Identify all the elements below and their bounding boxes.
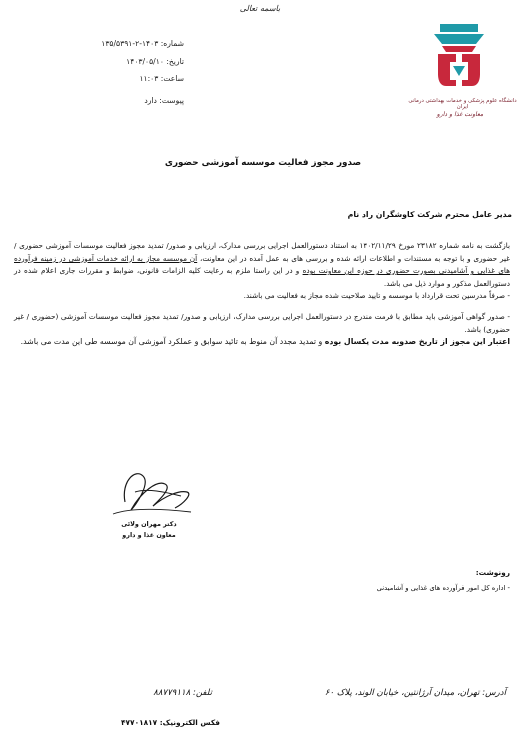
letter-body [14, 240, 510, 349]
footer-address: آدرس: تهران، میدان آرژانتین، خیابان الوند، پلاک ۶۰ [324, 688, 506, 698]
number-value: ۱۴۰۳-۲-۱۳۵/۵۳۹۱ [101, 39, 159, 48]
handwritten-signature [95, 462, 205, 520]
body-paragraph-1-underlined: آن موسسه مجاز به ارائه خدمات آموزشی در زمینه فرآورده های غذایی و آشامیدنی بصورت حضوری در حوزه این معاونت بوده [14, 253, 510, 276]
validity-paragraph [14, 336, 510, 349]
attachment-value: دارد [144, 96, 157, 105]
attachment-label: پیوست: [159, 96, 184, 105]
body-paragraph-1-end: و در این راستا ملزم به رعایت کلیه الزامات قانونی، ضوابط و مقررات جاری اعلام شده در دستورالعمل مذکور و موارد ذیل می باشد. [14, 266, 510, 288]
number-label: شماره: [160, 39, 184, 48]
body-paragraph-1 [14, 240, 510, 290]
validity-bold: اعتبار این مجوز از تاریخ صدوبه مدت یکسال بوده [324, 337, 510, 347]
signer-block [104, 519, 194, 541]
time-label: ساعت: [160, 74, 184, 83]
letter-attachment [14, 95, 184, 106]
footer-fax: فکس الکترونیک: ۴۷۷۰۱۸۱۷ [121, 718, 220, 727]
footer-phone: تلفن: ۸۸۷۷۹۱۱۸ [153, 688, 212, 698]
body-paragraph-1-start: بازگشت به نامه شماره ۲۳۱۸۲ مورخ ۱۴۰۲/۱۱/۲۹ به استناد دستورالعمل اجرایی بررسی مدارک، ارزیابی و صدور/ تمدید مجوز فعالیت موسسات آموزشی حضوری / غیر حضوری و با توجه به مستندات و اطلاعات ارائه شده و بررسی های به عمل آمده در این معاونت، [14, 241, 510, 263]
signer-name: دکتر مهران ولائی [121, 520, 177, 528]
letter-time [14, 73, 184, 84]
org-department: معاونت غذا و دارو [436, 111, 484, 118]
date-value: ۱۴۰۳/۰۵/۱۰ [126, 57, 164, 66]
cc-title: رونوشت: [475, 568, 510, 577]
time-value: ۱۱:۰۳ [139, 74, 159, 83]
signer-title: معاون غذا و دارو [122, 531, 176, 539]
addressee: مدیر عامل محترم شرکت کاوشگران راد نام [347, 210, 512, 219]
university-logo-icon [420, 18, 498, 88]
condition-2: - صدور گواهی آموزشی باید مطابق با فرمت مندرج در دستورالعمل اجرایی بررسی مدارک، ارزیابی و صدور/ تمدید مجوز فعالیت موسسات آموزشی (حضوری / غیر حضوری) باشد. [14, 311, 510, 334]
bismillah-heading: باسمه تعالی [239, 4, 281, 13]
org-name: دانشگاه علوم پزشکی و خدمات بهداشتی درمانی ایران [408, 98, 517, 110]
condition-1: - صرفاً مدرسین تحت قرارداد با موسسه و تایید صلاحیت شده مجاز به فعالیت می باشند. [243, 291, 510, 301]
date-label: تاریخ: [166, 57, 184, 66]
validity-rest: و تمدید مجدد آن منوط به تائید سوابق و عملکرد آموزشی آن موسسه طی این مدت می باشد. [20, 337, 325, 347]
letter-date [14, 56, 184, 67]
letter-title: صدور مجوز فعالیت موسسه آموزشی حضوری [164, 158, 362, 168]
letter-number [14, 38, 184, 49]
cc-item: - اداره کل امور فرآورده های غذایی و آشامیدنی [376, 584, 510, 592]
